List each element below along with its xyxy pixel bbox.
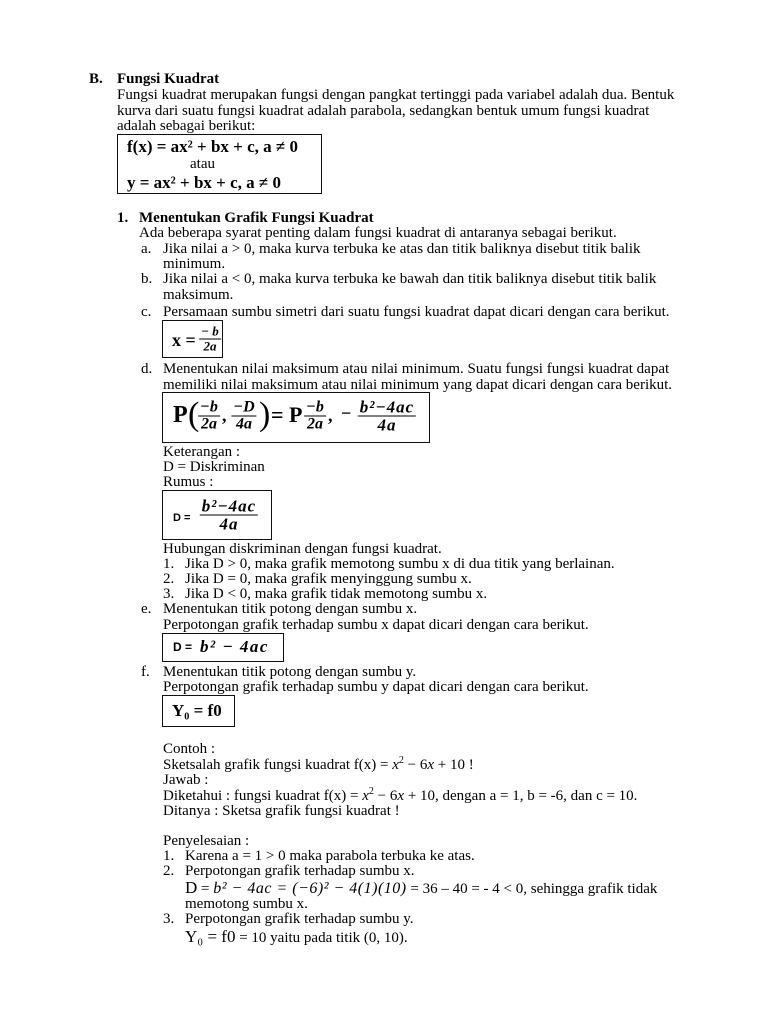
relation-heading: Hubungan diskriminan dengan fungsi kuadrat. — [163, 541, 442, 557]
intro-line: Fungsi kuadrat merupakan fungsi dengan pangkat tertinggi pada variabel adalah dua. Bentuk — [117, 87, 675, 103]
subsection-title: Menentukan Grafik Fungsi Kuadrat — [139, 210, 374, 226]
item-text: Menentukan titik potong dengan sumbu y. — [163, 664, 417, 680]
relation-text: Jika D > 0, maka grafik memotong sumbu x di dua titik yang berlainan. — [185, 556, 615, 572]
fraction-numerator: −D — [233, 398, 255, 416]
formula-lhs: x = — [172, 330, 196, 350]
relation-number: 3. — [163, 586, 175, 602]
item-text: memiliki nilai maksimum atau nilai minimum yang dapat dicari dengan cara berikut. — [163, 377, 673, 393]
known-text: + 10, dengan a = 1, b = -6, dan c = 10. — [404, 788, 638, 804]
fraction-denominator: 4a — [236, 415, 252, 433]
formula-p: P — [173, 402, 188, 428]
item-text: Perpotongan grafik terhadap sumbu x dapat dicari dengan cara berikut. — [163, 617, 589, 633]
fraction-numerator: −b — [200, 398, 218, 416]
calc-math: b² − 4ac = (−6)² − 4(1)(10) — [213, 880, 407, 897]
relation-text: Jika D < 0, maka grafik tidak memotong sumbu x. — [185, 586, 488, 602]
formula-comma: , — [328, 405, 333, 425]
subsection-number: 1. — [117, 210, 129, 226]
item-marker: d. — [141, 361, 153, 377]
step-calculation — [185, 927, 408, 948]
item-text: Perpotongan grafik terhadap sumbu y dapat dicari dengan cara berikut. — [163, 679, 589, 695]
discriminant-fraction-box — [162, 490, 272, 540]
calc-equals: = — [197, 881, 214, 897]
item-text: Jika nilai a < 0, maka kurva terbuka ke bawah dan titik baliknya disebut titik balik — [163, 271, 657, 287]
y-intercept-formula-box — [162, 695, 235, 727]
step-text: Perpotongan grafik terhadap sumbu x. — [185, 863, 415, 879]
item-text: Menentukan nilai maksimum atau nilai minimum. Suatu fungsi fungsi kuadrat dapat — [163, 361, 670, 377]
formula-lhs: D = — [173, 640, 193, 654]
intro-line: adalah sebagai berikut: — [117, 118, 256, 134]
fraction-numerator: b²−4ac — [201, 496, 257, 516]
math-variable: x — [392, 757, 399, 773]
item-marker: a. — [141, 241, 152, 257]
item-marker: f. — [141, 664, 150, 680]
fraction-numerator: b²−4ac — [359, 397, 415, 417]
general-form-fx: f(x) = ax² + bx + c, a ≠ 0 — [127, 137, 298, 156]
fraction — [358, 399, 416, 434]
notes-definition: D = Diskriminan — [163, 459, 265, 475]
fraction — [198, 400, 220, 433]
item-text: minimum. — [163, 256, 226, 272]
fraction — [231, 400, 256, 433]
calc-rest: = 36 – 40 = - 4 < 0, sehingga grafik tidak — [406, 881, 658, 897]
formula-text: Y₀ = f0 — [172, 701, 222, 720]
relation-number: 1. — [163, 556, 175, 572]
subsection-intro: Ada beberapa syarat penting dalam fungsi kuadrat di antaranya sebagai berikut. — [139, 225, 617, 241]
fraction-denominator: 4a — [219, 514, 239, 534]
item-marker: c. — [141, 304, 152, 320]
step-text: Karena a = 1 > 0 maka parabola terbuka ke atas. — [185, 848, 475, 864]
general-form-box — [117, 134, 322, 194]
question-text: Sketsalah grafik fungsi kuadrat f(x) = — [163, 757, 393, 773]
step-number: 3. — [163, 911, 175, 927]
math-variable: x — [362, 788, 369, 804]
known-text: − 6 — [373, 788, 398, 804]
math-variable: x — [397, 788, 405, 804]
fraction — [304, 400, 326, 433]
item-text: Jika nilai a > 0, maka kurva terbuka ke atas dan titik baliknya disebut titik balik — [163, 241, 641, 257]
item-text: Menentukan titik potong dengan sumbu x. — [163, 601, 418, 617]
step-number: 2. — [163, 863, 175, 879]
discriminant-formula-box — [162, 633, 284, 662]
notes-heading: Keterangan : — [163, 444, 241, 460]
calc-rest: = 10 yaitu pada titik (0, 10). — [235, 930, 408, 946]
example-asked: Ditanya : Sketsa grafik fungsi kuadrat ! — [163, 803, 400, 819]
calc-continuation: memotong sumbu x. — [185, 896, 308, 912]
fraction-denominator: 2a — [203, 338, 217, 354]
formula-minus: − — [341, 403, 352, 423]
section-title: Fungsi Kuadrat — [117, 71, 220, 87]
section-label: B. — [89, 71, 103, 87]
formula-close-paren: ) — [259, 396, 271, 433]
axis-of-symmetry-formula-box — [162, 320, 223, 358]
fraction-numerator: − b — [201, 323, 219, 339]
formula-lhs: D = — [173, 512, 191, 524]
formula-equals-p: = P — [271, 402, 303, 427]
example-heading: Contoh : — [163, 741, 216, 757]
math-variable: x — [427, 757, 435, 773]
general-form-or: atau — [190, 156, 215, 172]
formula-open-paren: ( — [188, 396, 200, 433]
math-exponent: 2 — [368, 786, 374, 797]
answer-label: Jawab : — [163, 772, 209, 788]
relation-number: 2. — [163, 571, 175, 587]
item-text: maksimum. — [163, 287, 234, 303]
fraction-numerator: −b — [306, 398, 324, 416]
formula-rhs: b² − 4ac — [200, 637, 269, 656]
relation-text: Jika D = 0, maka grafik menyinggung sumbu x. — [185, 571, 472, 587]
item-text: Persamaan sumbu simetri dari suatu fungsi kuadrat dapat dicari dengan cara berikut. — [163, 304, 670, 320]
fraction-denominator: 2a — [200, 415, 217, 433]
fraction — [200, 498, 258, 533]
math-exponent: 2 — [398, 755, 404, 766]
solution-label: Penyelesaian : — [163, 833, 250, 849]
fraction — [199, 325, 221, 354]
notes-formula-label: Rumus : — [163, 474, 214, 490]
item-marker: e. — [141, 601, 152, 617]
vertex-formula-box — [162, 392, 430, 443]
fraction-denominator: 2a — [306, 415, 323, 433]
question-text: + 10 ! — [434, 757, 474, 773]
calc-d: D — [185, 878, 198, 897]
known-text: Diketahui : fungsi kuadrat f(x) = — [163, 788, 363, 804]
step-number: 1. — [163, 848, 175, 864]
general-form-y: y = ax² + bx + c, a ≠ 0 — [127, 173, 281, 192]
example-known — [163, 788, 637, 804]
intro-line: kurva dari suatu fungsi kuadrat adalah parabola, sedangkan bentuk umum fungsi kuadrat — [117, 103, 650, 119]
fraction-denominator: 4a — [377, 415, 397, 435]
calc-y: Y₀ = f0 — [185, 927, 236, 946]
example-question — [163, 757, 474, 773]
formula-comma: , — [222, 405, 227, 425]
step-text: Perpotongan grafik terhadap sumbu y. — [185, 911, 414, 927]
question-text: − 6 — [403, 757, 428, 773]
item-marker: b. — [141, 271, 153, 287]
